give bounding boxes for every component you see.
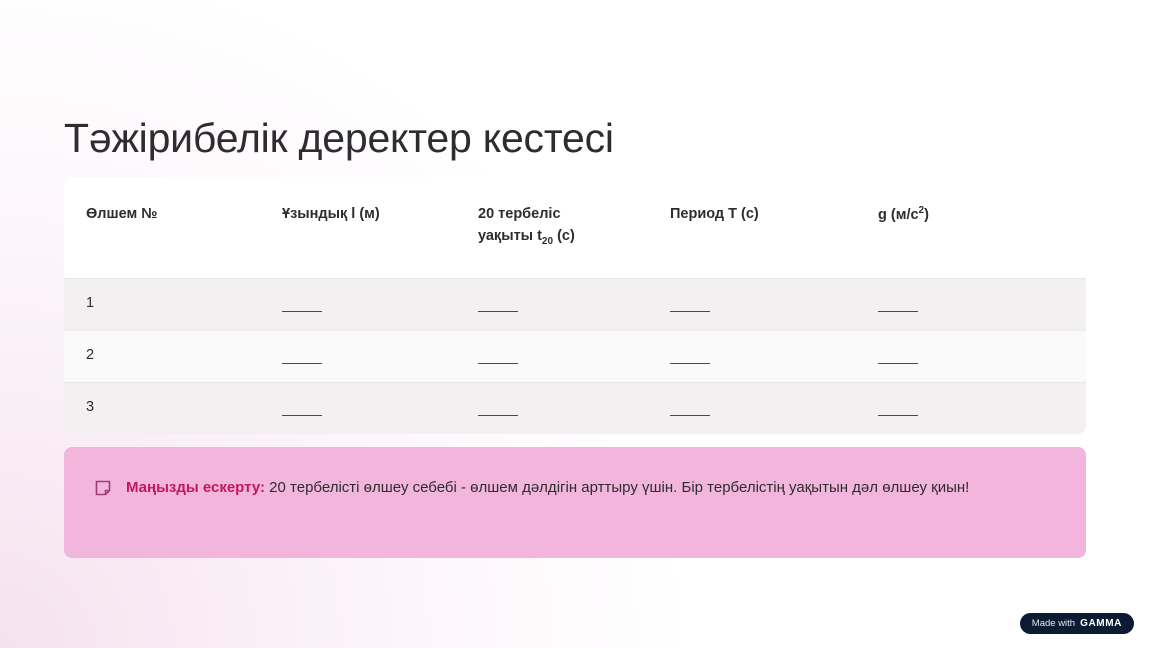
table-header (64, 177, 1086, 278)
sticky-note-icon (94, 479, 112, 497)
blank-line (282, 350, 322, 364)
note-label: Маңызды ескерту: (126, 479, 266, 496)
cell-measurement-index: 3 (64, 382, 264, 434)
note-body: 20 тербелісті өлшеу себебі - өлшем дәлдігін арттыру үшін. Бір тербелістің уақытын дәл өлшеу қиын! (265, 479, 970, 496)
cell-length (264, 330, 460, 382)
cell-length (264, 382, 460, 434)
cell-period (652, 382, 860, 434)
note-text (126, 475, 969, 530)
blank-line (670, 402, 710, 416)
column-header-time20-line2-post: (с) (553, 228, 575, 245)
blank-line (878, 298, 918, 312)
blank-line (478, 402, 518, 416)
blank-line (282, 402, 322, 416)
cell-measurement-index: 2 (64, 330, 264, 382)
table-row (64, 382, 1086, 434)
badge-made-with-label: Made with (1031, 618, 1076, 629)
cell-gravity (860, 278, 1086, 330)
data-table (64, 177, 1086, 434)
badge-brand-label: GAMMA (1080, 618, 1122, 629)
column-header-gravity-superscript: 2 (918, 205, 925, 216)
column-header-measurement: Өлшем № (64, 177, 264, 278)
table-body (64, 278, 1086, 434)
blank-line (670, 298, 710, 312)
cell-time20 (460, 278, 652, 330)
blank-line (670, 350, 710, 364)
made-with-gamma-badge[interactable] (1020, 613, 1134, 634)
column-header-time20-subscript: 20 (541, 236, 554, 248)
slide-content (64, 0, 1088, 648)
column-header-time20-line1: 20 тербеліс (478, 206, 561, 222)
column-header-period: Период T (с) (652, 177, 860, 278)
blank-line (282, 298, 322, 312)
cell-measurement-index: 1 (64, 278, 264, 330)
cell-gravity (860, 382, 1086, 434)
page-title: Тәжірибелік деректер кестесі (64, 115, 614, 162)
cell-period (652, 330, 860, 382)
column-header-time20 (460, 177, 652, 278)
cell-gravity (860, 330, 1086, 382)
blank-line (478, 298, 518, 312)
table-row (64, 278, 1086, 330)
table-header-row (64, 177, 1086, 278)
cell-time20 (460, 330, 652, 382)
column-header-gravity-post: ) (924, 206, 929, 223)
column-header-gravity-pre: g (м/с (878, 206, 919, 223)
column-header-length: Ұзындық l (м) (264, 177, 460, 278)
blank-line (878, 350, 918, 364)
column-header-time20-line2-pre: уақыты t (478, 228, 542, 245)
experiment-data-table (64, 177, 1086, 434)
table-row (64, 330, 1086, 382)
cell-length (264, 278, 460, 330)
blank-line (878, 402, 918, 416)
column-header-gravity (860, 177, 1086, 278)
cell-period (652, 278, 860, 330)
blank-line (478, 350, 518, 364)
important-note-callout (64, 447, 1086, 558)
cell-time20 (460, 382, 652, 434)
